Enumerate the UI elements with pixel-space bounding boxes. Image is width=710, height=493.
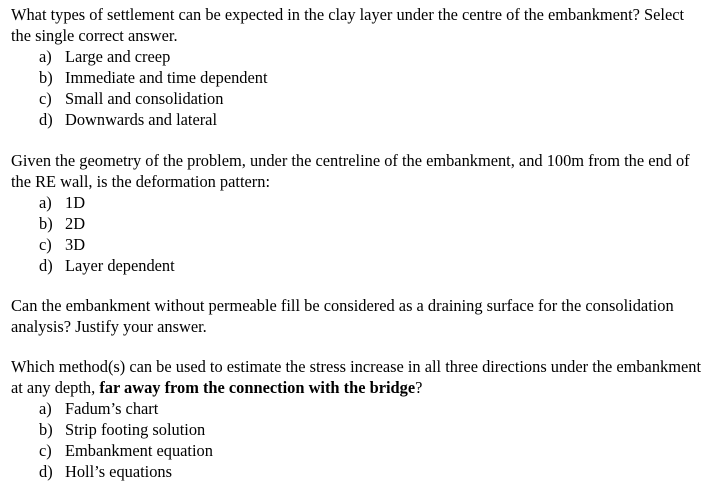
question-4-emphasis: far away from the connection with the bridge bbox=[99, 377, 416, 397]
option-letter: b) bbox=[39, 214, 53, 233]
option-letter: a) bbox=[39, 47, 52, 66]
question-1-text: What types of settlement can be expected in the clay layer under the centre of the embankment? Select the single correct answer. bbox=[11, 5, 685, 45]
question-1 bbox=[11, 5, 701, 130]
option-letter: c) bbox=[39, 441, 52, 460]
option-item bbox=[39, 419, 701, 440]
document-page bbox=[11, 5, 701, 482]
option-letter: a) bbox=[39, 193, 52, 212]
option-item bbox=[39, 440, 701, 461]
option-item bbox=[39, 46, 701, 67]
question-4-text-after: ? bbox=[415, 377, 423, 397]
question-3-text: Can the embankment without permeable fill be considered as a draining surface for the consolidation analysis? Justify your answer. bbox=[11, 296, 674, 336]
option-item bbox=[39, 398, 701, 419]
option-letter: b) bbox=[39, 420, 53, 439]
question-2 bbox=[11, 151, 701, 276]
option-label: Large and creep bbox=[65, 47, 171, 66]
option-label: Layer dependent bbox=[65, 256, 175, 275]
option-item bbox=[39, 67, 701, 88]
option-letter: d) bbox=[39, 110, 53, 129]
option-item bbox=[39, 234, 701, 255]
question-2-text: Given the geometry of the problem, under the centreline of the embankment, and 100m from the end of the RE wall, is the deformation pattern: bbox=[11, 151, 690, 191]
option-letter: c) bbox=[39, 235, 52, 254]
option-item bbox=[39, 213, 701, 234]
option-letter: d) bbox=[39, 256, 53, 275]
option-letter: c) bbox=[39, 89, 52, 108]
option-label: Strip footing solution bbox=[65, 420, 206, 439]
option-label: Fadum’s chart bbox=[65, 399, 159, 418]
option-label: 2D bbox=[65, 214, 86, 233]
option-letter: b) bbox=[39, 68, 53, 87]
question-2-options bbox=[11, 192, 701, 276]
question-4-text-before: Which method(s) can be used to estimate the stress increase in all three directions under the embankment at any depth, bbox=[11, 357, 701, 397]
option-item bbox=[39, 88, 701, 109]
option-label: 3D bbox=[65, 235, 86, 254]
question-4 bbox=[11, 357, 701, 482]
question-1-options bbox=[11, 46, 701, 130]
option-letter: a) bbox=[39, 399, 52, 418]
option-item bbox=[39, 461, 701, 482]
question-3 bbox=[11, 296, 701, 337]
option-label: 1D bbox=[65, 193, 86, 212]
option-item bbox=[39, 255, 701, 276]
option-label: Immediate and time dependent bbox=[65, 68, 268, 87]
option-item bbox=[39, 192, 701, 213]
option-item bbox=[39, 109, 701, 130]
option-label: Downwards and lateral bbox=[65, 110, 218, 129]
option-label: Holl’s equations bbox=[65, 462, 172, 481]
option-label: Small and consolidation bbox=[65, 89, 224, 108]
question-4-options bbox=[11, 398, 701, 482]
option-label: Embankment equation bbox=[65, 441, 213, 460]
question-4-text bbox=[11, 357, 701, 398]
option-letter: d) bbox=[39, 462, 53, 481]
